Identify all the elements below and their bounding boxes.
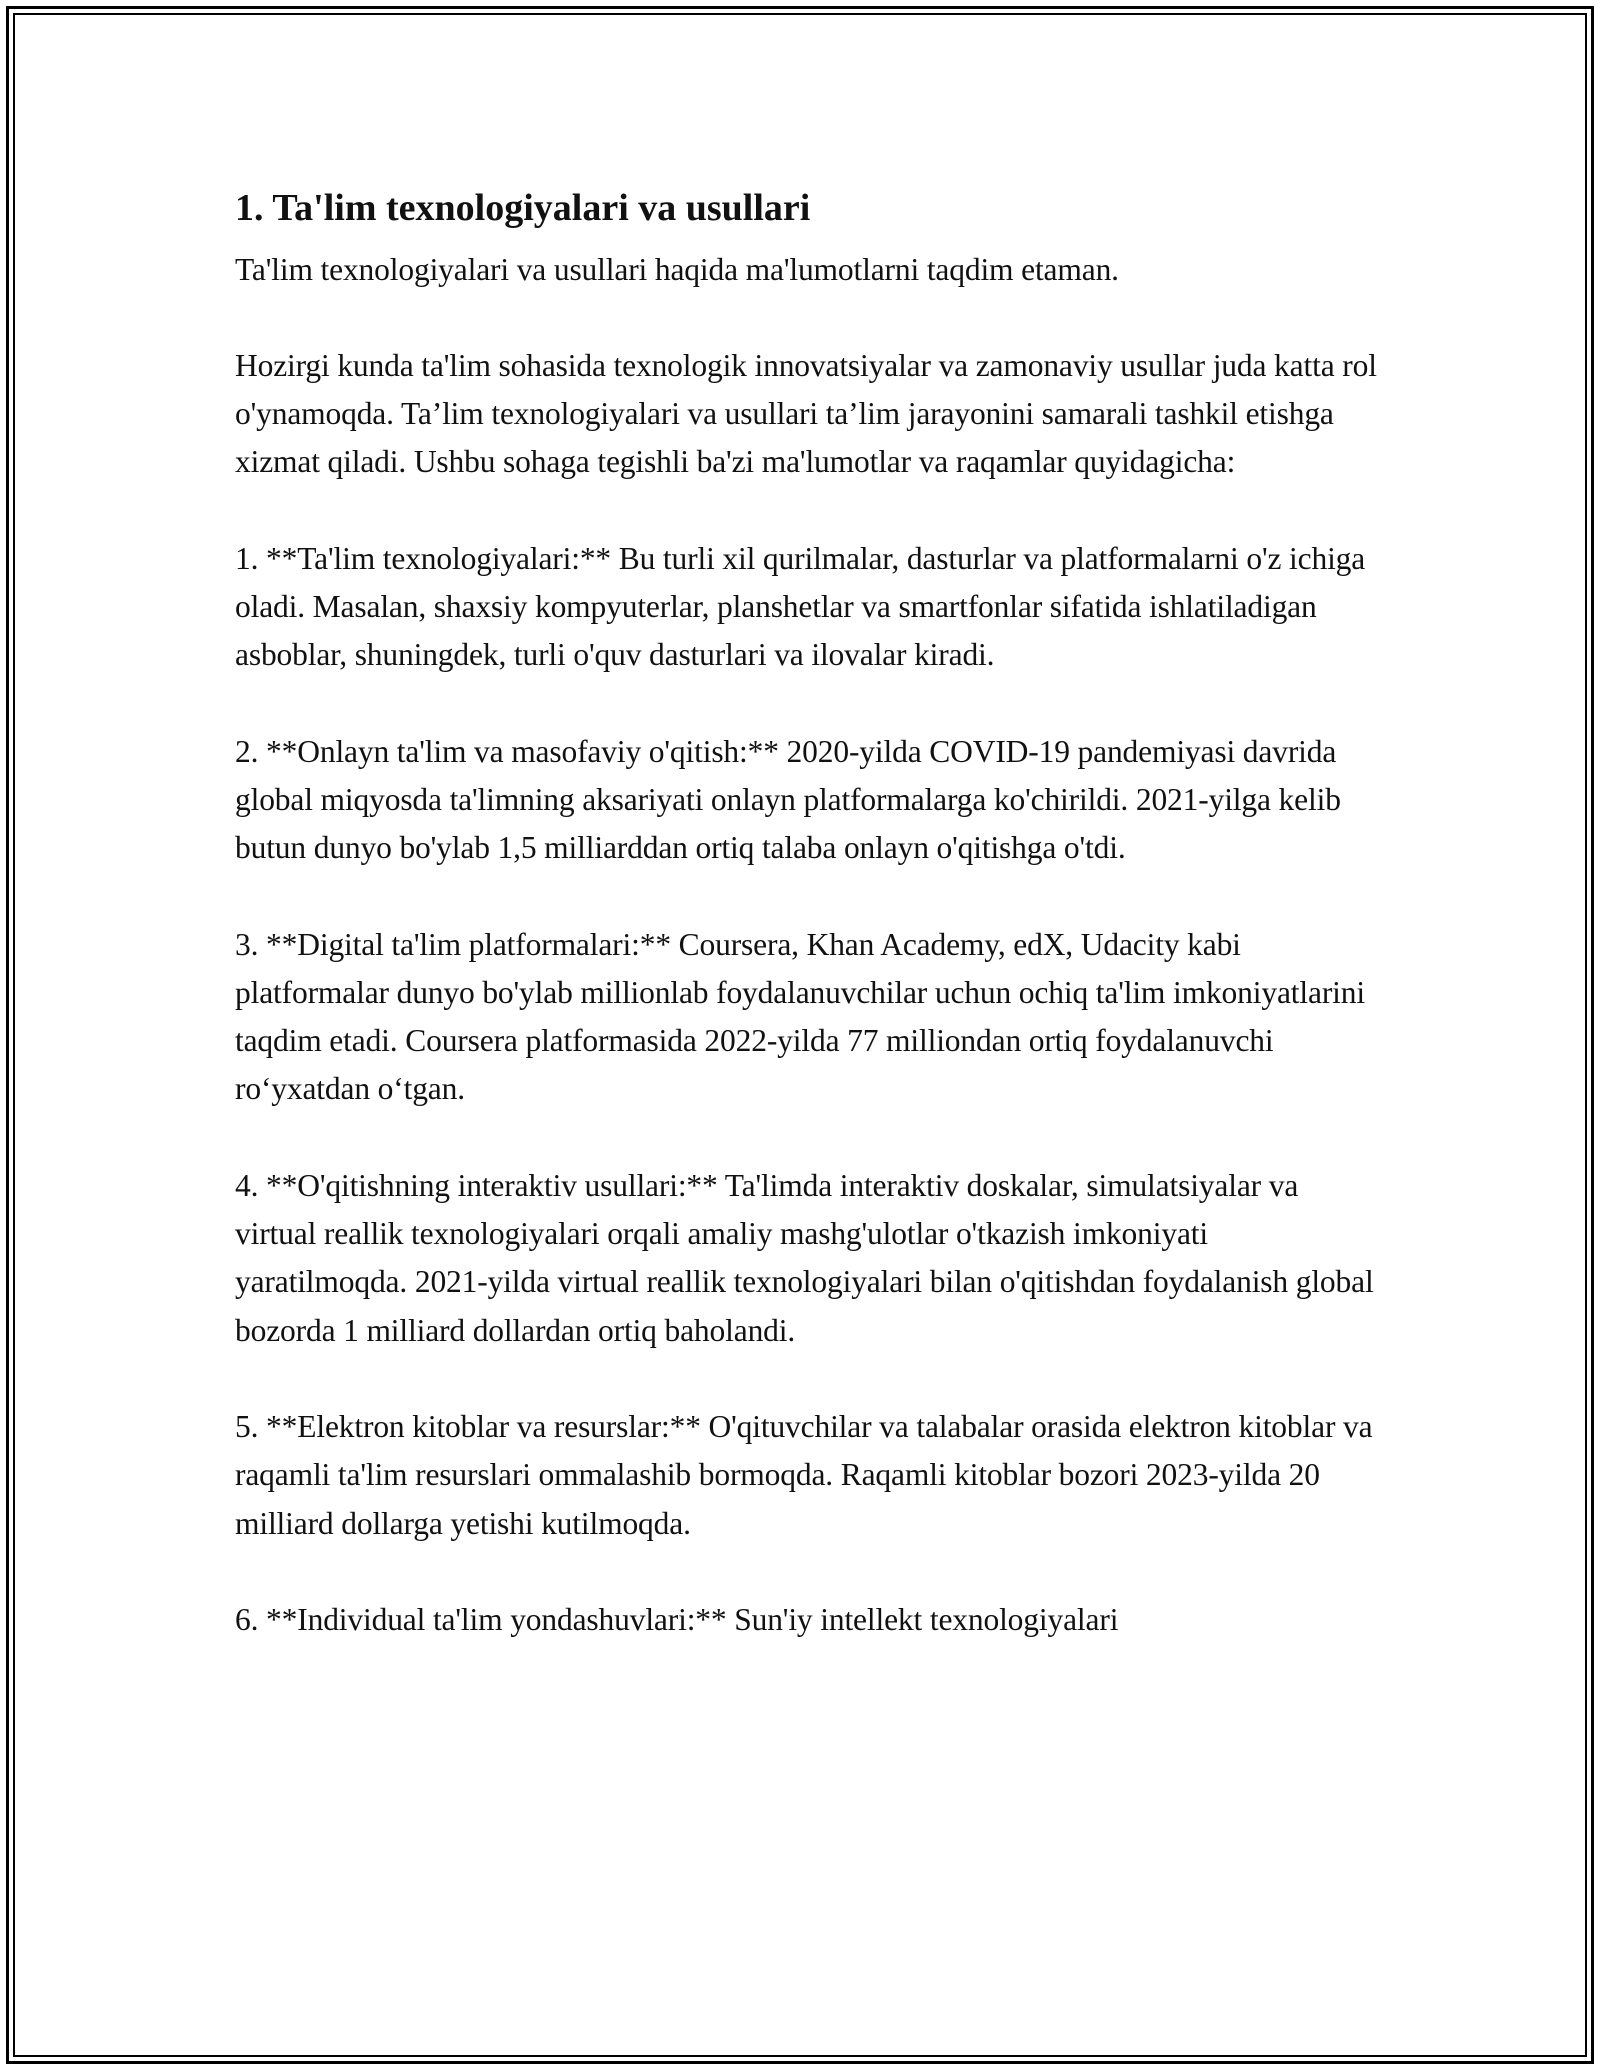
document-title: 1. Ta'lim texnologiyalari va usullari	[235, 187, 811, 229]
list-item-3: 3. **Digital ta'lim platformalari:** Coursera, Khan Academy, edX, Udacity kabi platformalar dunyo bo'ylab millionlab foydalanuvchilar uchun ochiq ta'lim imkoniyatlarini taqdim etadi. Coursera platformasida 2022-yilda 77 milliondan ortiq foydalanuvchi ro‘yxatdan o‘tgan.	[235, 926, 1365, 1107]
intro-paragraph: Ta'lim texnologiyalari va usullari haqida ma'lumotlarni taqdim etaman.	[235, 251, 1119, 287]
list-item-4: 4. **O'qitishning interaktiv usullari:** Ta'limda interaktiv doskalar, simulatsiyalar va virtual reallik texnologiyalari orqali amaliy mashg'ulotlar o'tkazish imkoniyati yaratilmoqda. 2021-yilda virtual reallik texnologiyalari bilan o'qitishdan foydalanish global bozorda 1 milliard dollardan ortiq baholandi.	[235, 1167, 1374, 1348]
document-body	[235, 186, 1385, 1692]
list-item-1: 1. **Ta'lim texnologiyalari:** Bu turli xil qurilmalar, dasturlar va platformalarni o'z ichiga oladi. Masalan, shaxsiy kompyuterlar, planshetlar va smartfonlar sifatida ishlatiladigan asboblar, shuningdek, turli o'quv dasturlari va ilovalar kiradi.	[235, 540, 1366, 673]
list-item-5: 5. **Elektron kitoblar va resurslar:** O'qituvchilar va talabalar orasida elektron kitoblar va raqamli ta'lim resurslari ommalashib bormoqda. Raqamli kitoblar bozori 2023-yilda 20 milliard dollarga yetishi kutilmoqda.	[235, 1408, 1373, 1541]
list-item-2: 2. **Onlayn ta'lim va masofaviy o'qitish:** 2020-yilda COVID-19 pandemiyasi davrida global miqyosda ta'limning aksariyati onlayn platformalarga ko'chirildi. 2021-yilga kelib butun dunyo bo'ylab 1,5 milliarddan ortiq talaba onlayn o'qitishga o'tdi.	[235, 733, 1341, 866]
list-item-6: 6. **Individual ta'lim yondashuvlari:** Sun'iy intellekt texnologiyalari	[235, 1601, 1119, 1637]
context-paragraph: Hozirgi kunda ta'lim sohasida texnologik innovatsiyalar va zamonaviy usullar juda katta rol o'ynamoqda. Ta’lim texnologiyalari va usullari ta’lim jarayonini samarali tashkil etishga xizmat qiladi. Ushbu sohaga tegishli ba'zi ma'lumotlar va raqamlar quyidagicha:	[235, 347, 1377, 480]
